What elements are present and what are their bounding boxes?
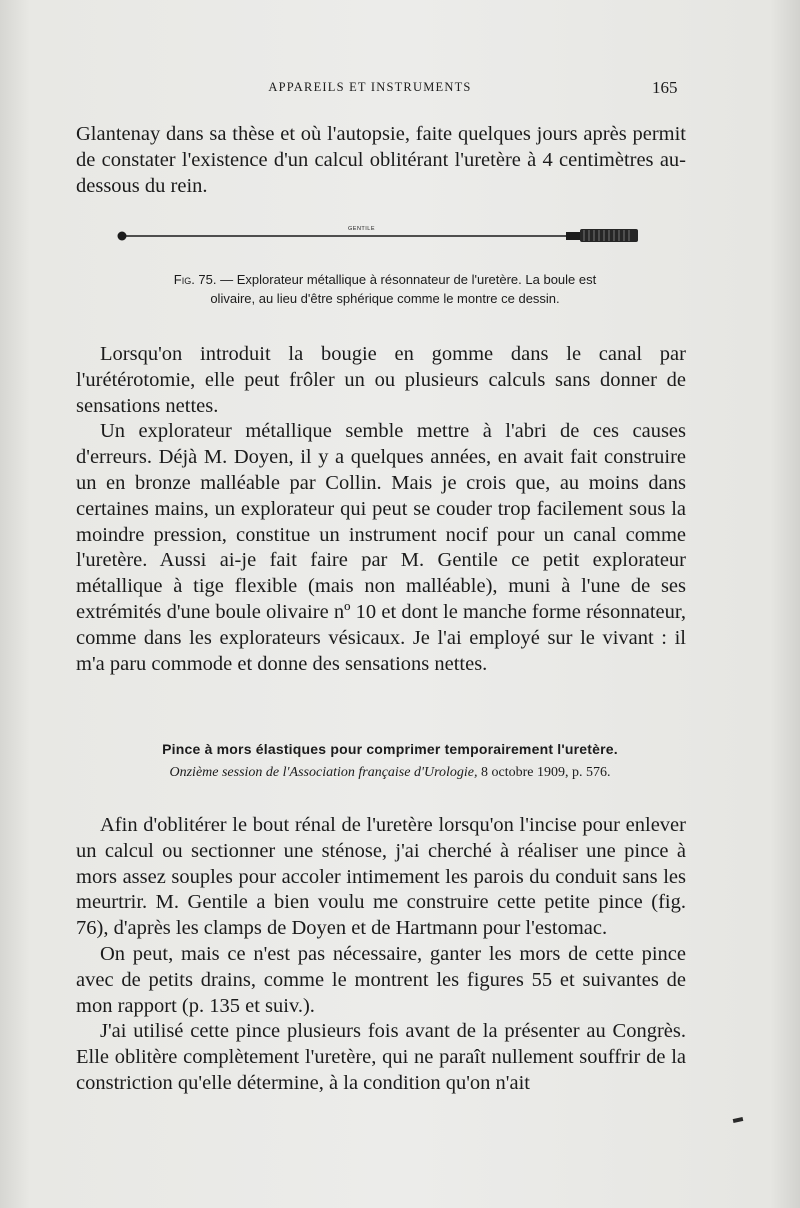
figure-75-explorer-instrument bbox=[100, 218, 660, 258]
figure-caption bbox=[150, 270, 620, 308]
figure-caption-label: Fig. 75. bbox=[173, 272, 217, 287]
citation-date-page: 8 octobre 1909, p. 576. bbox=[477, 765, 611, 780]
intro-paragraph-block bbox=[76, 122, 686, 199]
citation-source: Onzième session de l'Association française d'Urologie, bbox=[169, 765, 478, 780]
paragraph: Afin d'oblitérer le bout rénal de l'uretère lorsqu'on l'incise pour enlever un calcul ou sectionner une sténose, j'ai cherché à réaliser une pince à mors assez souples pour accoler intimement les parois du conduit sans les meurtrir. M. Gentile a bien voulu me construire cette petite pince (fig. 76), d'après les clamps de Doyen et de Hartmann pour l'estomac. bbox=[76, 814, 686, 940]
running-title: APPAREILS ET INSTRUMENTS bbox=[268, 80, 472, 94]
section2-paragraph-block bbox=[76, 813, 686, 1097]
intro-paragraph: Glantenay dans sa thèse et où l'autopsie, faite quelques jours après permit de constater l'existence d'un calcul oblitérant l'uretère à 4 centimètres au-dessous du rein. bbox=[76, 123, 686, 197]
section-heading: Pince à mors élastiques pour comprimer temporairement l'uretère. bbox=[162, 741, 618, 757]
figure-caption-text: — Explorateur métallique à résonnateur de l'uretère. La boule est olivaire, au lieu d'être sphérique comme le montre ce dessin. bbox=[210, 272, 597, 306]
page-header bbox=[0, 78, 800, 98]
margin-mark bbox=[733, 1117, 744, 1123]
instrument-maker-label: GENTILE bbox=[348, 226, 376, 232]
olive-tip-icon bbox=[118, 232, 127, 241]
paragraph: Lorsqu'on introduit la bougie en gomme dans le canal par l'urétérotomie, elle peut frôler un ou plusieurs calculs sans donner de sensations nettes. bbox=[76, 343, 686, 417]
section-citation bbox=[90, 765, 690, 781]
instrument-collar bbox=[566, 232, 580, 240]
section1-paragraph-block bbox=[76, 342, 686, 677]
paragraph: On peut, mais ce n'est pas nécessaire, ganter les mors de cette pince avec de petits drains, comme le montrent les figures 55 et suivantes de mon rapport (p. 135 et suiv.). bbox=[76, 942, 686, 1017]
paragraph: Un explorateur métallique semble mettre à l'abri de ces causes d'erreurs. Déjà M. Doyen, il y a quelques années, en avait fait construire un en bronze malléable par Collin. Mais je crois que, au moins dans certaines mains, un explorateur qui peut se couder trop facilement sous la moindre pression, constitue un instrument nocif pour un canal comme l'uretère. Aussi ai-je fait faire par M. Gentile ce petit explorateur métallique à tige flexible (mais non malléable), muni à l'une de ses extrémités d'une boule olivaire nº 10 et dont le manche forme résonnateur, comme dans les explorateurs vésicaux. Je l'ai employé sur le vivant : il m'a paru commode et donne des sensations nettes. bbox=[76, 420, 686, 675]
paragraph: J'ai utilisé cette pince plusieurs fois avant de la présenter au Congrès. Elle oblitère complètement l'uretère, qui ne paraît nullement souffrir de la constriction qu'elle détermine, à la condition qu'on n'ait bbox=[76, 1020, 686, 1094]
page-number: 165 bbox=[652, 78, 678, 97]
